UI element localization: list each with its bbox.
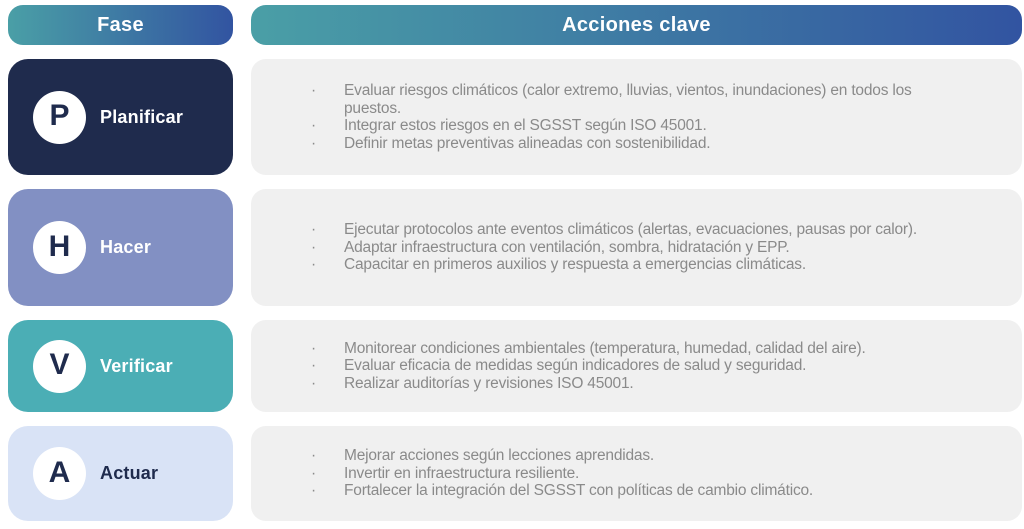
actions-column-header: Acciones clave (251, 5, 1022, 45)
action-text: Monitorear condiciones ambientales (temperatura, humedad, calidad del aire). (344, 339, 866, 357)
action-item (281, 82, 992, 117)
phase-card-actuar (8, 426, 233, 521)
phase-letter: H (48, 229, 71, 263)
phase-label: Verificar (100, 355, 173, 376)
bullet-icon: · (311, 256, 316, 274)
bullet-icon: · (311, 374, 316, 392)
action-text: Mejorar acciones según lecciones aprendidas. (344, 447, 654, 465)
bullet-icon: · (311, 221, 316, 239)
phase-letter-badge (33, 91, 86, 144)
action-item (281, 465, 992, 483)
actions-card-actuar (251, 426, 1022, 521)
phase-letter-badge (33, 447, 86, 500)
phase-letter-badge (33, 221, 86, 274)
bullet-icon: · (311, 447, 316, 465)
actions-list (281, 340, 992, 393)
phase-label: Planificar (100, 106, 184, 127)
actions-list (281, 221, 992, 274)
bullet-icon: · (311, 238, 316, 256)
action-text: Evaluar eficacia de medidas según indicadores de salud y seguridad. (344, 357, 807, 375)
action-item (281, 447, 992, 465)
phase-letter: V (49, 348, 70, 381)
action-text: Fortalecer la integración del SGSST con políticas de cambio climático. (344, 482, 814, 500)
phase-letter-badge (33, 340, 86, 393)
bullet-icon: · (311, 117, 316, 134)
phase-label: Actuar (100, 463, 159, 483)
action-text: Integrar estos riesgos en el SGSST según ISO 45001. (344, 117, 707, 134)
action-item (281, 357, 992, 375)
actions-card-hacer (251, 189, 1022, 306)
actions-list (281, 82, 992, 152)
action-text: Realizar auditorías y revisiones ISO 45001. (344, 374, 634, 392)
action-text: Adaptar infraestructura con ventilación, sombra, hidratación y EPP. (344, 238, 790, 256)
bullet-icon: · (311, 357, 316, 375)
action-item (281, 135, 992, 153)
bullet-icon: · (311, 339, 316, 357)
actions-card-verificar (251, 320, 1022, 412)
bullet-icon: · (311, 482, 316, 500)
phase-card-hacer (8, 189, 233, 306)
action-text: Ejecutar protocolos ante eventos climáticos (alertas, evacuaciones, pausas por calor). (344, 221, 917, 239)
phase-label: Hacer (100, 237, 152, 257)
action-text: Definir metas preventivas alineadas con sostenibilidad. (344, 134, 711, 152)
bullet-icon: · (311, 134, 316, 152)
action-item (281, 239, 992, 257)
action-item (281, 340, 992, 358)
actions-card-planificar (251, 59, 1022, 175)
action-item (281, 221, 992, 239)
action-text: Evaluar riesgos climáticos (calor extremo, lluvias, vientos, inundaciones) en todos los puestos. (344, 82, 912, 117)
action-item (281, 482, 992, 500)
action-text: Capacitar en primeros auxilios y respuesta a emergencias climáticas. (344, 256, 806, 274)
phase-card-verificar (8, 320, 233, 412)
phase-letter: A (48, 455, 71, 489)
action-item (281, 375, 992, 393)
phase-column-header: Fase (8, 5, 233, 45)
phase-card-planificar (8, 59, 233, 175)
actions-list (281, 447, 992, 500)
action-item (281, 117, 992, 135)
action-text: Invertir en infraestructura resiliente. (344, 464, 580, 482)
bullet-icon: · (311, 82, 316, 99)
bullet-icon: · (311, 464, 316, 482)
phase-letter: P (49, 99, 70, 132)
action-item (281, 256, 992, 274)
